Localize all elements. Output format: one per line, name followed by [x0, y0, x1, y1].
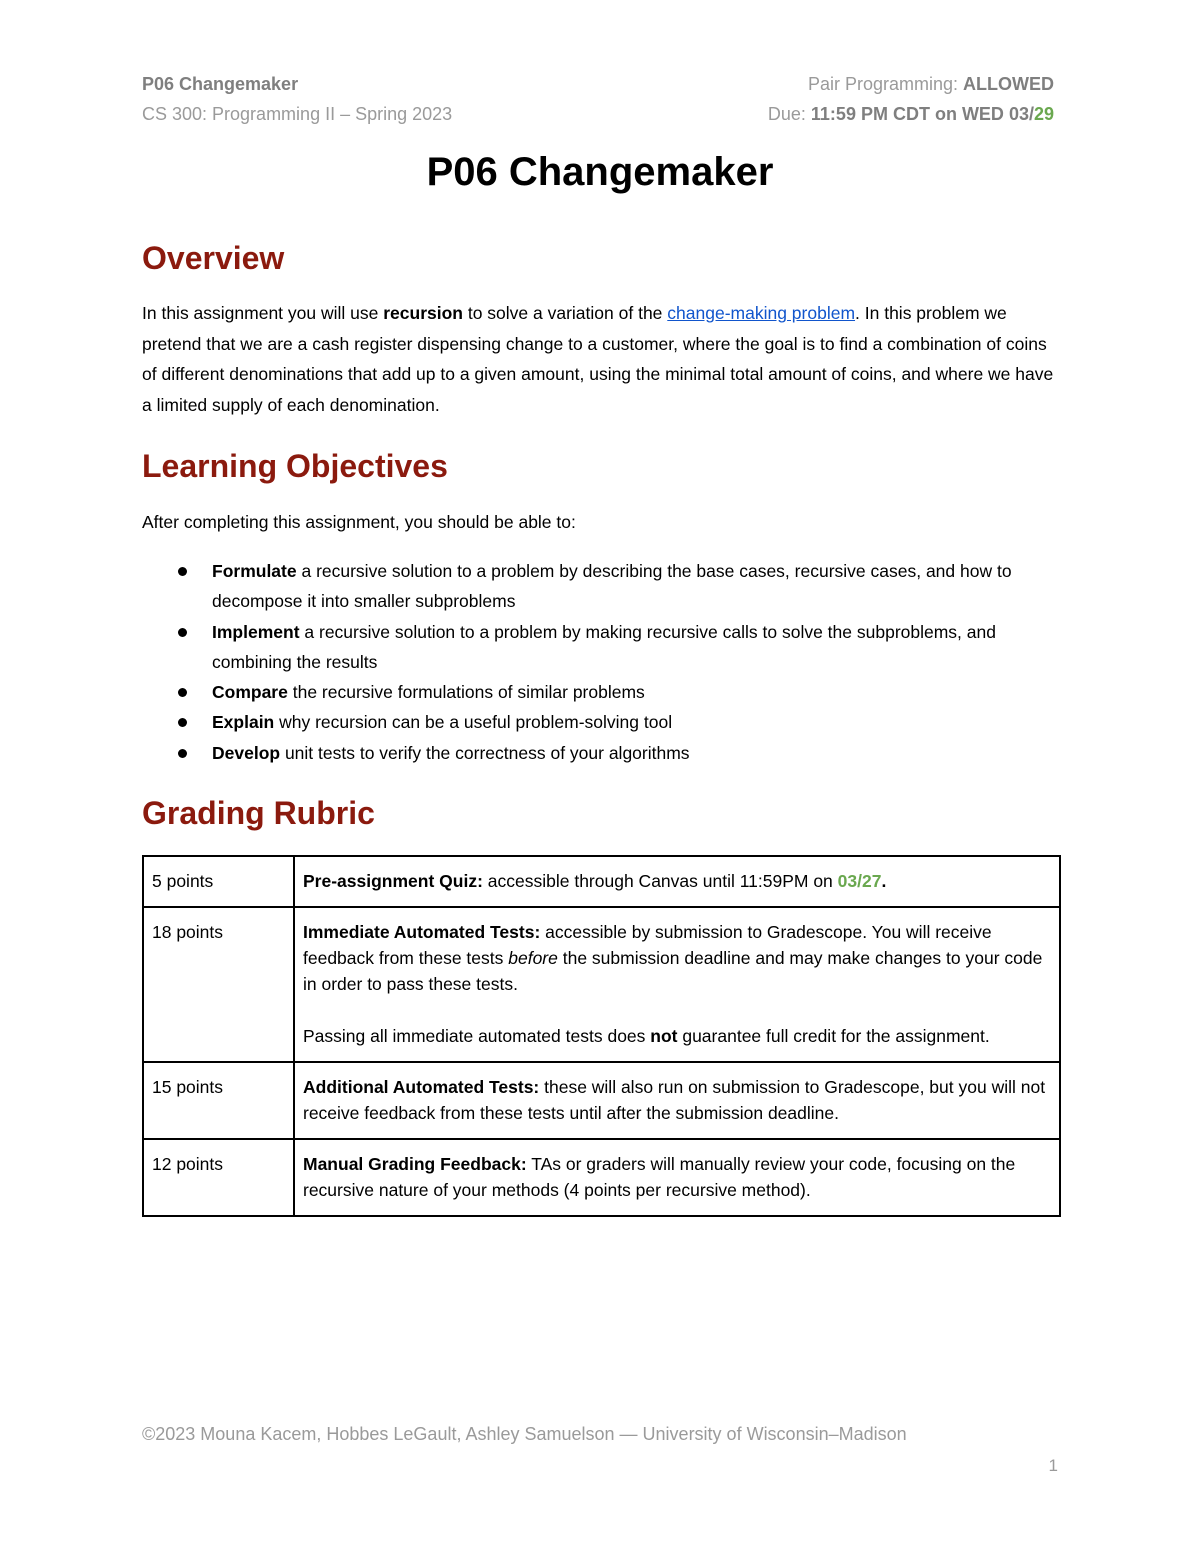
points-cell: 12 points — [143, 1139, 294, 1216]
description-cell: Manual Grading Feedback: TAs or graders will manually review your code, focusing on the recursive nature of your methods (4 points per recursive method). — [294, 1139, 1060, 1216]
description-cell: Immediate Automated Tests: accessible by submission to Gradescope. You will receive feedback from these tests before the submission deadline and may make changes to your code in order to pass these tests. Passing all immediate automated tests does not guarantee full credit for the assignment. — [294, 907, 1060, 1062]
learning-objectives-heading: Learning Objectives — [142, 448, 448, 484]
due-date-month: 03/ — [1008, 104, 1034, 124]
grading-rubric-table — [142, 855, 1061, 1217]
page-title: P06 Changemaker — [426, 150, 774, 194]
header-doc-title: P06 Changemaker — [142, 74, 299, 94]
table-row — [143, 856, 1060, 907]
page-number: 1 — [1048, 1456, 1058, 1475]
overview-paragraph: In this assignment you will use recursion to solve a variation of the change-making problem. In this problem we pretend that we are a cash register dispensing change to a customer, where the goal is to find a combination of coins of different denominations that add up to a given amount, using the minimal total amount of coins, and where we have a limited supply of each denomination. — [142, 303, 1054, 415]
objectives-intro: After completing this assignment, you should be able to: — [142, 512, 576, 532]
due-date-day: 29 — [1033, 104, 1054, 124]
description-cell: Pre-assignment Quiz: accessible through Canvas until 11:59PM on 03/27. — [294, 856, 1060, 907]
points-cell: 15 points — [143, 1062, 294, 1139]
list-item: Explain why recursion can be a useful problem-solving tool — [142, 707, 1060, 737]
pair-label: Pair Programming: — [807, 74, 964, 94]
table-row — [143, 1139, 1060, 1216]
footer-copyright: ©2023 Mouna Kacem, Hobbes LeGault, Ashley Samuelson — University of Wisconsin–Madison — [142, 1424, 907, 1444]
due-label: Due: — [767, 104, 811, 124]
list-item: Formulate a recursive solution to a problem by describing the base cases, recursive cases, and how to decompose it into smaller subproblems — [142, 556, 1060, 617]
grading-rubric-heading: Grading Rubric — [142, 795, 375, 831]
header-pair-programming — [808, 74, 1054, 95]
change-making-problem-link[interactable]: change-making problem — [667, 303, 856, 323]
list-item: Implement a recursive solution to a problem by making recursive calls to solve the subproblems, and combining the results — [142, 617, 1060, 678]
bullet-icon — [178, 628, 187, 637]
quiz-date: 03/27 — [837, 871, 882, 891]
list-item: Develop unit tests to verify the correctness of your algorithms — [142, 738, 1060, 768]
objectives-list — [142, 556, 1060, 768]
bullet-icon — [178, 567, 187, 576]
bullet-icon — [178, 718, 187, 727]
recursion-term: recursion — [383, 303, 463, 323]
table-row — [143, 1062, 1060, 1139]
description-cell: Additional Automated Tests: these will also run on submission to Gradescope, but you will not receive feedback from these tests until after the submission deadline. — [294, 1062, 1060, 1139]
points-cell: 5 points — [143, 856, 294, 907]
header-course: CS 300: Programming II – Spring 2023 — [142, 104, 453, 124]
pair-value: ALLOWED — [963, 74, 1054, 94]
points-cell: 18 points — [143, 907, 294, 1062]
overview-heading: Overview — [142, 240, 285, 276]
list-item: Compare the recursive formulations of similar problems — [142, 677, 1060, 707]
table-row — [143, 907, 1060, 1062]
header-due — [768, 104, 1054, 125]
bullet-icon — [178, 688, 187, 697]
bullet-icon — [178, 749, 187, 758]
due-time: 11:59 PM CDT on WED — [810, 104, 1009, 124]
